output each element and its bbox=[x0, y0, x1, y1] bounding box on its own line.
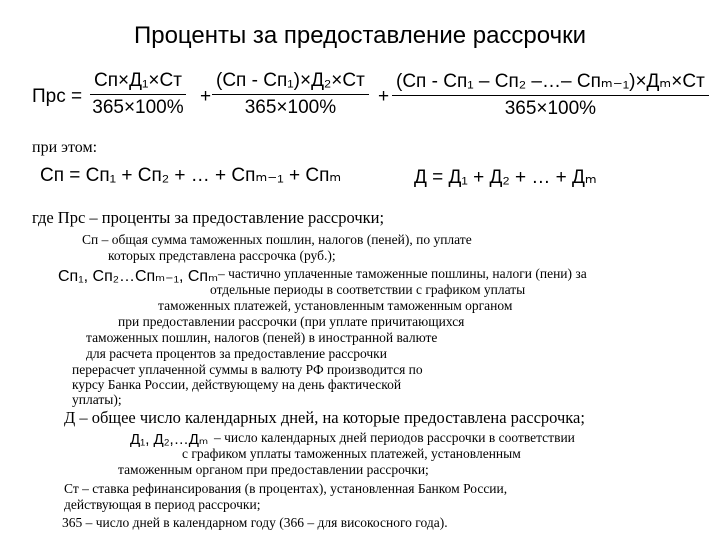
equation-sp: Сп = Сп₁ + Сп₂ + … + Спₘ₋₁ + Спₘ bbox=[40, 165, 342, 186]
formula-term-3 bbox=[392, 70, 709, 120]
formula-term-1 bbox=[90, 70, 186, 119]
d-parts-symbol: Д₁, Д₂,…Дₘ bbox=[130, 431, 209, 448]
def-d-parts-line3: таможенным органом при предоставлении рассрочки; bbox=[118, 462, 429, 477]
def-sp-parts-line4: при предоставлении рассрочки (при уплате причитающихся bbox=[118, 314, 465, 329]
pri-etom-label: при этом: bbox=[32, 139, 98, 156]
term-2-denominator: 365×100% bbox=[244, 97, 337, 118]
def-sp-parts-line1: – частично уплаченные таможенные пошлины, налоги (пени) за bbox=[218, 266, 587, 281]
term-1-numerator: Сп×Д₁×Ст bbox=[90, 70, 186, 95]
formula-term-2 bbox=[212, 70, 369, 119]
def-sp-parts-line8: курсу Банка России, действующему на день фактической bbox=[72, 377, 402, 392]
def-sp-parts-line6: для расчета процентов за предоставление рассрочки bbox=[86, 346, 387, 361]
def-sp-parts-line3: таможенных платежей, установленным таможенным органом bbox=[158, 298, 513, 313]
equation-d: Д = Д₁ + Д₂ + … + Дₘ bbox=[414, 167, 597, 188]
def-st-line2: действующая в период рассрочки; bbox=[64, 497, 261, 512]
def-sp-parts-line9: уплаты); bbox=[72, 392, 122, 407]
plus-sign-2: + bbox=[378, 86, 390, 107]
def-sp-parts-line5: таможенных пошлин, налогов (пеней) в иностранной валюте bbox=[86, 330, 438, 345]
sp-parts-symbol: Сп₁, Сп₂…Спₘ₋₁, Спₘ bbox=[58, 268, 219, 285]
def-sp-line1: Сп – общая сумма таможенных пошлин, налогов (пеней), по уплате bbox=[82, 232, 472, 247]
term-3-denominator: 365×100% bbox=[504, 98, 597, 119]
def-sp-parts-line2: отдельные периоды в соответствии с графиком уплаты bbox=[210, 282, 526, 297]
def-prs: где Прс – проценты за предоставление рассрочки; bbox=[32, 208, 385, 227]
def-d-parts-line2: с графиком уплаты таможенных платежей, установленным bbox=[182, 446, 521, 461]
def-365: 365 – число дней в календарном году (366 – для високосного года). bbox=[62, 515, 448, 530]
def-st-line1: Ст – ставка рефинансирования (в процентах), установленная Банком России, bbox=[64, 481, 508, 496]
term-3-numerator: (Сп - Сп₁ – Сп₂ –…– Спₘ₋₁)×Дₘ×Ст bbox=[392, 70, 709, 96]
formula-lhs: Прс = bbox=[32, 86, 83, 107]
plus-sign-1: + bbox=[200, 86, 212, 107]
def-d: Д – общее число календарных дней, на которые предоставлена рассрочка; bbox=[64, 408, 585, 427]
page-title: Проценты за предоставление рассрочки bbox=[133, 22, 587, 49]
term-2-numerator: (Сп - Сп₁)×Д₂×Ст bbox=[212, 70, 369, 95]
def-d-parts-line1: – число календарных дней периодов рассрочки в соответствии bbox=[214, 430, 575, 445]
def-sp-parts-line7: перерасчет уплаченной суммы в валюту РФ производится по bbox=[72, 362, 423, 377]
term-1-denominator: 365×100% bbox=[92, 97, 184, 118]
def-sp-line2: которых представлена рассрочка (руб.); bbox=[108, 248, 336, 263]
